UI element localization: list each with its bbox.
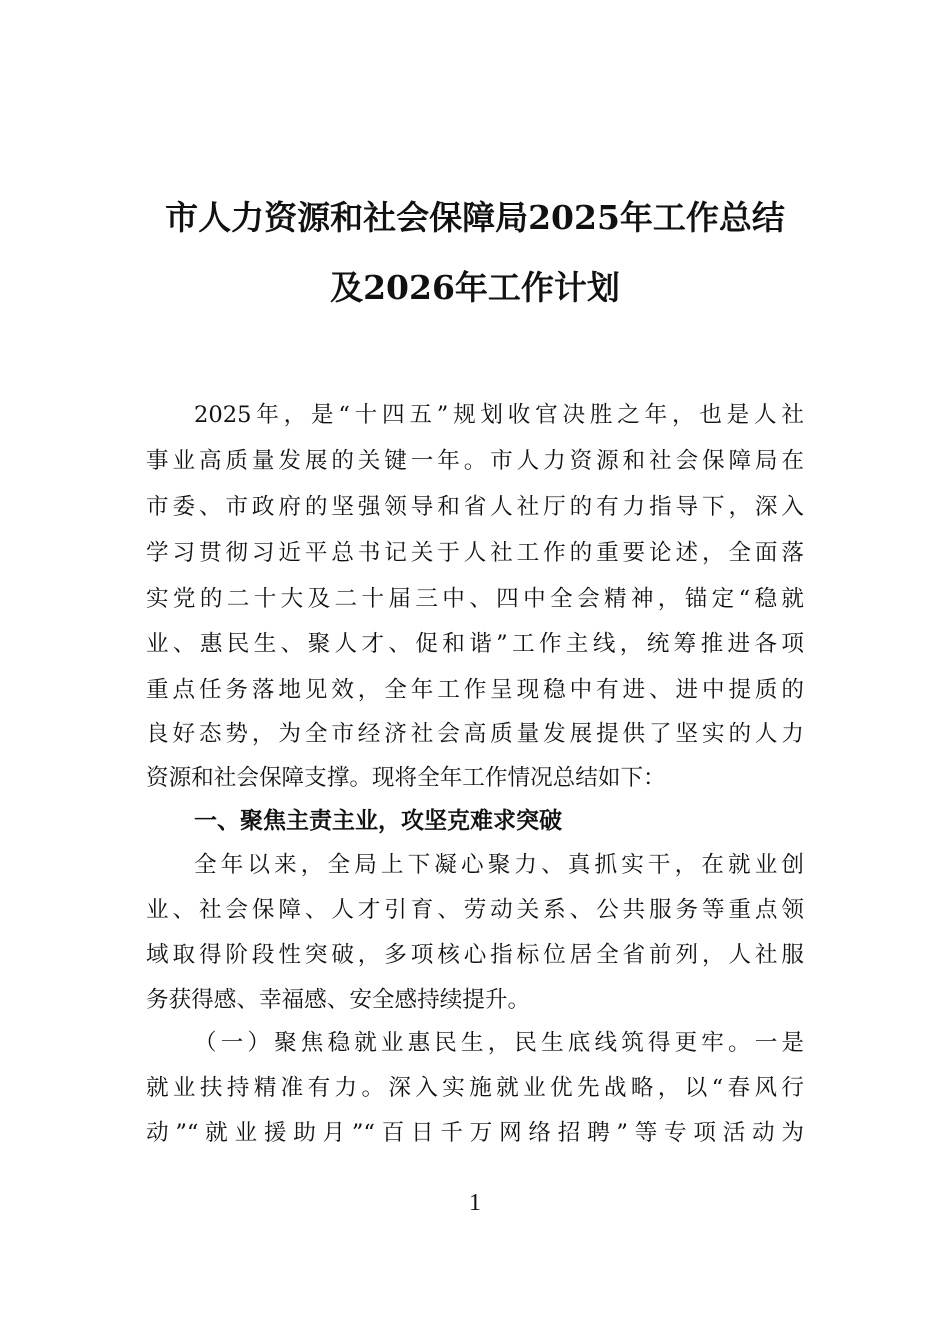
page-number: 1 (469, 1190, 481, 1216)
paragraph-3-line: 动”“就业援助月”“百日千万网络招聘”等专项活动为 (146, 1120, 804, 1146)
paragraph-2-line: 全年以来，全局上下凝心聚力、真抓实干，在就业创 (194, 852, 804, 878)
paragraph-1-line: 资源和社会保障支撑。现将全年工作情况总结如下： (146, 765, 666, 791)
paragraph-2-line: 业、社会保障、人才引育、劳动关系、公共服务等重点领 (146, 897, 804, 923)
document-title-line-1: 市人力资源和社会保障局2025年工作总结 (165, 198, 785, 237)
paragraph-1-line: 事业高质量发展的关键一年。市人力资源和社会保障局在 (146, 448, 804, 474)
paragraph-1-line: 良好态势，为全市经济社会高质量发展提供了坚实的人力 (146, 721, 804, 747)
paragraph-2-line: 务获得感、幸福感、安全感持续提升。 (146, 987, 531, 1013)
paragraph-1-line: 市委、市政府的坚强领导和省人社厅的有力指导下，深入 (146, 494, 804, 520)
paragraph-1-line: 学习贯彻习近平总书记关于人社工作的重要论述，全面落 (146, 540, 804, 566)
document-title-line-2: 及2026年工作计划 (330, 268, 620, 307)
paragraph-2-line: 域取得阶段性突破，多项核心指标位居全省前列，人社服 (146, 942, 804, 968)
paragraph-1-line: 业、惠民生、聚人才、促和谐”工作主线，统筹推进各项 (146, 631, 804, 657)
section-1-heading: 一、聚焦主责主业，攻坚克难求突破 (194, 808, 562, 834)
paragraph-3-line: （一）聚焦稳就业惠民生，民生底线筑得更牢。一是 (194, 1030, 804, 1056)
paragraph-1-line: 2025年，是“十四五”规划收官决胜之年，也是人社 (194, 402, 804, 428)
paragraph-3-line: 就业扶持精准有力。深入实施就业优先战略，以“春风行 (146, 1075, 804, 1101)
paragraph-1-line: 实党的二十大及二十届三中、四中全会精神，锚定“稳就 (146, 586, 804, 612)
paragraph-1-line: 重点任务落地见效，全年工作呈现稳中有进、进中提质的 (146, 677, 804, 703)
